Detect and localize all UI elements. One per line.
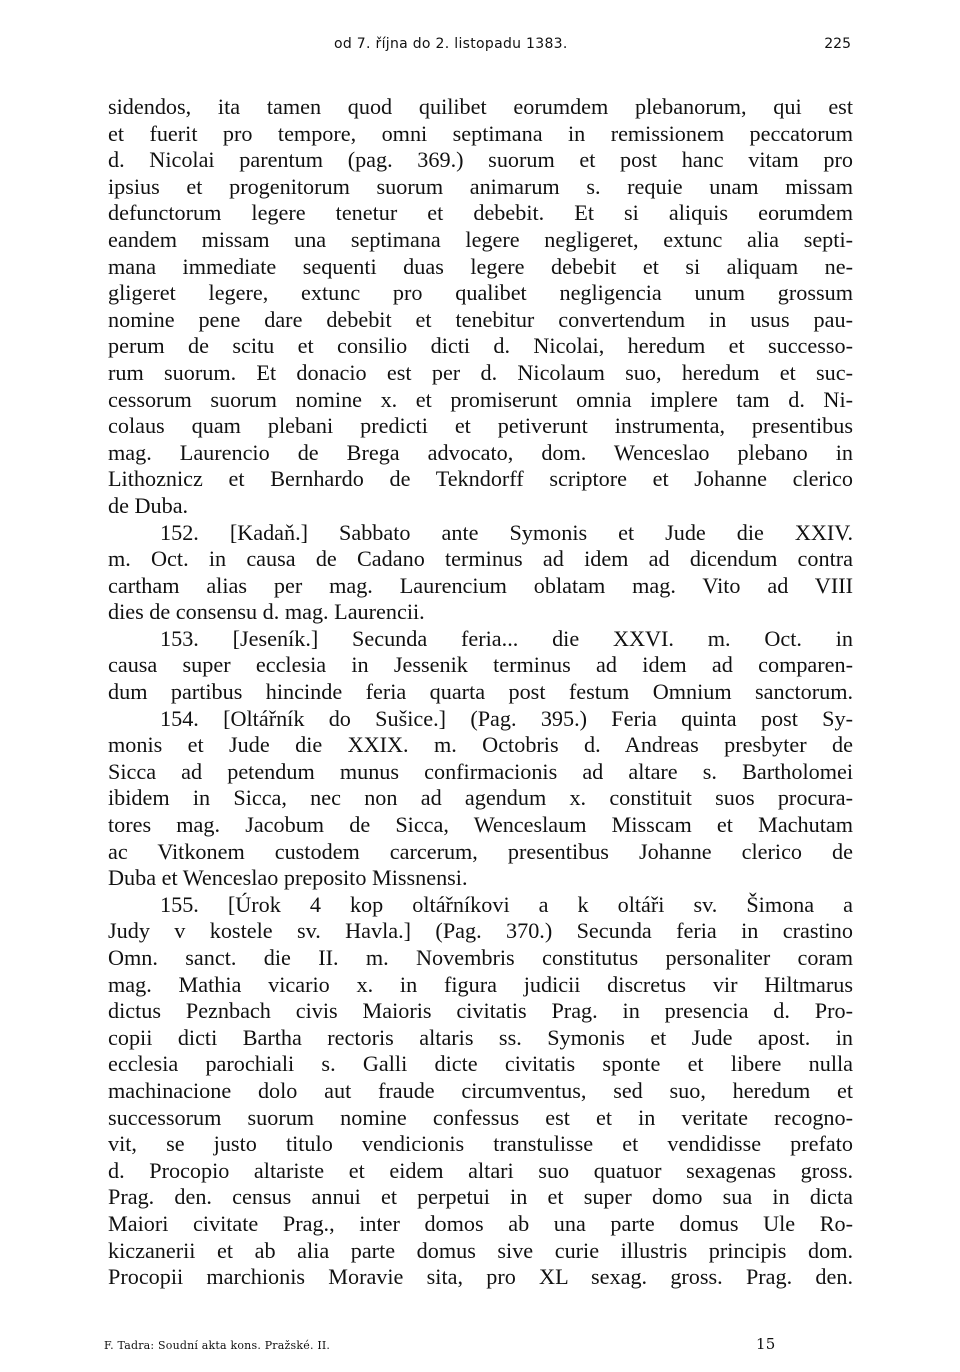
- document-page: [108, 36, 853, 1291]
- text-line: sidendos, ita tamen quod quilibet eorumdem plebanorum, qui est: [108, 94, 853, 119]
- text-line: defunctorum legere tenetur et debebit. Et si aliquis eorumdem: [108, 200, 853, 226]
- text-line: causa super ecclesia in Jessenik terminus ad idem ad comparen-: [108, 652, 853, 678]
- text-line: gligeret legere, extunc pro qualibet negligencia unum grossum: [108, 280, 853, 306]
- text-line: successorum suorum nomine confessus est et in veritate recogno-: [108, 1104, 853, 1130]
- text-line: Procopii marchionis Moravie sita, pro XL sexag. gross. Prag. den.: [108, 1264, 853, 1290]
- entry-152-heading-line: 152. [Kadaň.] Sabbato ante Symonis et Jude die XXIV.: [160, 519, 853, 545]
- text-line: ecclesia parochiali s. Galli dicte civitatis sponte et libere nulla: [108, 1051, 853, 1077]
- text-line: eandem missam una septimana legere negligeret, extunc alia septi-: [108, 226, 853, 252]
- text-line: mag. Mathia vicario x. in figura judicii discretus vir Hiltmarus: [108, 971, 853, 997]
- running-head-title: od 7. října do 2. listopadu 1383.: [334, 36, 568, 52]
- text-line: machinacione dolo aut fraude circumventus, sed suo, heredum et: [108, 1077, 853, 1103]
- text-line: Judy v kostele sv. Havla.] (Pag. 370.) Secunda feria in crastino: [108, 918, 853, 944]
- text-line: nomine pene dare debebit et tenebitur convertendum in usus pau-: [108, 306, 853, 332]
- text-line: Omn. sanct. die II. m. Novembris constitutus personaliter coram: [108, 945, 853, 970]
- text-line: monis et Jude die XXIX. m. Octobris d. Andreas presbyter de: [108, 732, 853, 758]
- signature-mark: 15: [756, 1335, 776, 1353]
- text-line: cessorum suorum nomine x. et promiserunt omnia implere tam d. Ni-: [108, 386, 853, 412]
- text-line: ibidem in Sicca, nec non ad agendum x. constituit suos procura-: [108, 785, 853, 811]
- text-line: dum partibus hincinde feria quarta post festum Omnium sanctorum.: [108, 679, 853, 705]
- text-line: vit, se justo titulo vendicionis transtulisse et vendidisse prefato: [108, 1131, 853, 1157]
- text-line: ipsius et progenitorum suorum animarum s. requie unam missam: [108, 173, 853, 199]
- text-line: ac Vitkonem custodem carcerum, presentibus Johanne clerico de: [108, 838, 853, 864]
- text-line: Lithoznicz et Bernhardo de Tekndorff scriptore et Johanne clerico: [108, 466, 853, 492]
- text-line: Duba et Wenceslao preposito Missnensi.: [108, 865, 468, 891]
- text-line: colaus quam plebani predicti et petiverunt instrumenta, presentibus: [108, 413, 853, 439]
- text-line: kiczanerii et ab alia parte domus sive curie illustris principis dom.: [108, 1237, 853, 1263]
- text-line: d. Nicolai parentum (pag. 369.) suorum et post hanc vitam pro: [108, 147, 853, 173]
- text-line: d. Procopio altariste et eidem altari suo quatuor sexagenas gross.: [108, 1157, 853, 1183]
- text-line: m. Oct. in causa de Cadano terminus ad idem ad dicendum contra: [108, 546, 853, 572]
- text-line: perum de scitu et consilio dicti d. Nicolai, heredum et successo-: [108, 333, 853, 359]
- footer-citation: F. Tadra: Soudní akta kons. Pražské. II.: [104, 1339, 331, 1352]
- entry-153-heading-line: 153. [Jeseník.] Secunda feria... die XXVI. m. Oct. in: [160, 625, 853, 651]
- text-line: mag. Laurencio de Brega advocato, dom. Wenceslao plebano in: [108, 439, 853, 465]
- text-line: mana immediate sequenti duas legere debebit et si aliquam ne-: [108, 253, 853, 279]
- text-line: copii dicti Bartha rectoris altaris ss. Symonis et Jude apost. in: [108, 1024, 853, 1050]
- page-footer: [104, 1335, 776, 1353]
- text-line: dictus Peznbach civis Maioris civitatis Prag. in presencia d. Pro-: [108, 998, 853, 1024]
- text-line: et fuerit pro tempore, omni septimana in remissionem peccatorum: [108, 120, 853, 146]
- text-line: dies de consensu d. mag. Laurencii.: [108, 599, 425, 625]
- text-line: Maiori civitate Prag., inter domos ab una parte domus Ule Ro-: [108, 1210, 853, 1236]
- body-text: [108, 94, 853, 1291]
- text-line: Sicca ad petendum munus confirmacionis ad altare s. Bartholomei: [108, 758, 853, 784]
- running-head: [108, 36, 853, 58]
- entry-155-heading-line: 155. [Úrok 4 kop oltářníkovi a k oltáři sv. Šimona a: [160, 891, 853, 917]
- text-line: Prag. den. census annui et perpetui in et super domo sua in dicta: [108, 1184, 853, 1210]
- text-line: rum suorum. Et donacio est per d. Nicolaum suo, heredum et suc-: [108, 359, 853, 385]
- text-line: de Duba.: [108, 492, 189, 518]
- entry-154-heading-line: 154. [Oltářník do Sušice.] (Pag. 395.) Feria quinta post Sy-: [160, 705, 853, 731]
- text-line: cartham alias per mag. Laurencium oblatam mag. Vito ad VIII: [108, 572, 853, 598]
- page-number: 225: [824, 36, 851, 52]
- text-line: tores mag. Jacobum de Sicca, Wenceslaum Misscam et Machutam: [108, 812, 853, 838]
